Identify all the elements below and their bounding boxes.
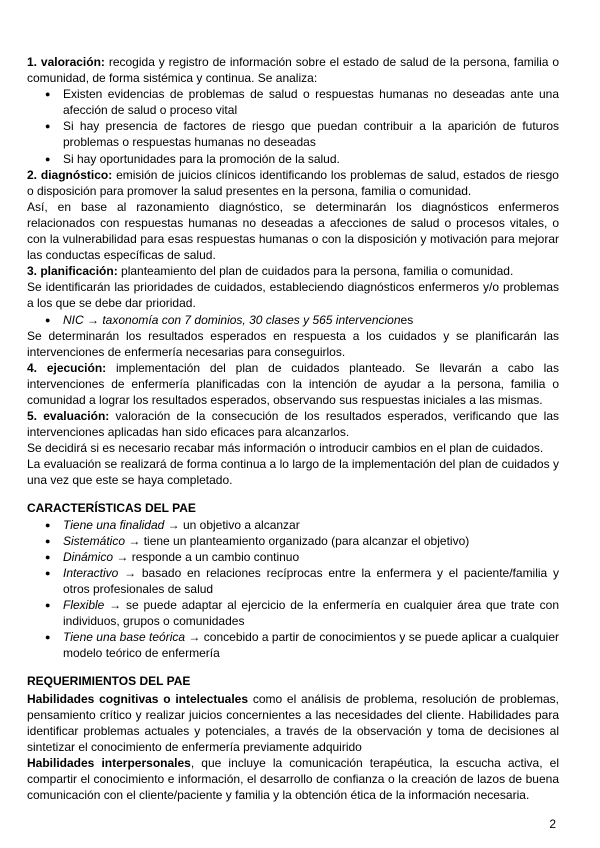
ejecucion-label: 4. ejecución: (27, 360, 107, 375)
diagnostico-label: 2. diagnóstico: (27, 167, 113, 182)
interpersonales-paragraph (27, 755, 559, 803)
planificacion-label: 3. planificación: (27, 264, 118, 279)
planificacion-paragraph (27, 263, 559, 279)
evaluacion-text: valoración de la consecución de los resultados esperados, verificando que las intervenciones aplicadas han sido eficaces para alcanzarlos. (27, 409, 559, 440)
valoracion-list (27, 86, 559, 166)
item-desc: se puede adaptar al ejercicio de la enfermería en cualquier área que trate con individuos, grupos o comunidades (63, 598, 560, 629)
list-item: ● Existen evidencias de problemas de salud o respuestas humanas no deseadas ante una afección de salud o proceso vital (63, 86, 559, 118)
list-item: ● Si hay presencia de factores de riesgo que puedan contribuir a la aparición de futuros problemas o respuestas humanas no deseadas (63, 118, 559, 150)
item-term: Tiene una base teórica → (63, 630, 201, 645)
item-term: Dinámico → (63, 549, 129, 564)
list-item (63, 517, 559, 533)
caracteristicas-list (27, 517, 559, 662)
list-item (63, 565, 559, 597)
page-number: 2 (549, 817, 556, 831)
planificacion-detail: Se identificarán las prioridades de cuidados, estableciendo diagnósticos enfermeros y/o problemas a los que se debe dar prioridad. (27, 280, 559, 311)
planificacion-list (27, 312, 559, 328)
item-desc: basado en relaciones recíprocas entre la enfermera y el paciente/familia y otros profesionales de salud (63, 565, 559, 596)
diagnostico-paragraph (27, 167, 559, 199)
evaluacion-label: 5. evaluación: (27, 409, 110, 424)
item-desc: responde a un cambio continuo (128, 549, 300, 564)
interpersonales-text: , que incluye la comunicación terapéutica, la escucha activa, el compartir el conocimiento e información, el desarrollo de confianza o la creación de lazos de buena comunicación con el cliente/paciente y familia y la obtención ética de la información necesaria. (27, 755, 559, 803)
document-page (27, 54, 559, 803)
list-item (63, 549, 559, 565)
nic-italic: NIC → taxonomía con 7 dominios, 30 clases y 565 intervencion (63, 312, 401, 327)
cognitivas-text: como el análisis de problema, resolución de problemas, pensamiento crítico y realizar juicios concernientes a las necesidades del cliente. Habilidades para identificar problemas actuales y potenciales, a través de la observación y toma de decisiones al sintetizar el conocimiento de enfermería previamente adquirido (27, 691, 560, 754)
ejecucion-text: implementación del plan de cuidados planteado. Se llevarán a cabo las intervenciones de enfermería planificadas con la intención de ayudar a la persona, familia o comunidad a lograr los resultados esperados, observando sus respuestas iniciales a las mismas. (27, 360, 559, 407)
item-term: Sistemático → (63, 533, 141, 548)
cognitivas-label: Habilidades cognitivas o intelectuales (27, 691, 249, 706)
planificacion-detail-2: Se determinarán los resultados esperados en respuesta a los cuidados y se planificarán las intervenciones de enfermería necesarias para conseguirlos. (27, 328, 559, 359)
list-item (63, 629, 559, 661)
evaluacion-paragraph (27, 408, 559, 440)
valoracion-text: recogida y registro de información sobre el estado de salud de la persona, familia o comunidad, de forma sistémica y continua. Se analiza: (27, 55, 559, 86)
evaluacion-detail: Se decidirá si es necesario recabar más información o introducir cambios en el plan de cuidados. (27, 441, 544, 456)
list-item: ● Si hay oportunidades para la promoción de la salud. (63, 151, 559, 167)
list-item (63, 597, 559, 629)
valoracion-label: 1. valoración: (27, 55, 105, 69)
valoracion-paragraph (27, 54, 559, 86)
list-item (63, 312, 559, 328)
item-term: Interactivo → (63, 565, 137, 580)
interpersonales-label: Habilidades interpersonales (27, 755, 191, 770)
caracteristicas-heading: CARACTERÍSTICAS DEL PAE (27, 500, 196, 515)
diagnostico-detail: Así, en base al razonamiento diagnóstico, se determinarán los diagnósticos enfermeros relacionados con respuestas humanas no deseadas a afecciones de salud o procesos vitales, o con la vulnerabilidad para esas respuestas humanas o con la disposición y motivación para mejorar las conductas específicas de salud. (27, 199, 559, 263)
list-item (63, 533, 559, 549)
evaluacion-detail-2: La evaluación se realizará de forma continua a lo largo de la implementación del plan de cuidados y una vez que este se haya completado. (27, 457, 559, 488)
requerimientos-heading: REQUERIMIENTOS DEL PAE (27, 674, 191, 689)
item-term: Tiene una finalidad → (63, 517, 180, 532)
diagnostico-text: emisión de juicios clínicos identificando los problemas de salud, estados de riesgo o disposición para promover la salud presentes en la persona, familia o comunidad. (27, 167, 559, 198)
nic-tail: es (400, 312, 414, 327)
planificacion-text: planteamiento del plan de cuidados para la persona, familia o comunidad. (117, 264, 514, 279)
item-desc: un objetivo a alcanzar (179, 517, 300, 532)
item-desc: tiene un planteamiento organizado (para alcanzar el objetivo) (140, 533, 470, 548)
item-desc: concebido a partir de conocimientos y se puede aplicar a cualquier modelo teórico de enfermería (63, 630, 559, 661)
ejecucion-paragraph (27, 360, 559, 408)
cognitivas-paragraph (27, 691, 559, 755)
item-term: Flexible → (63, 598, 122, 613)
